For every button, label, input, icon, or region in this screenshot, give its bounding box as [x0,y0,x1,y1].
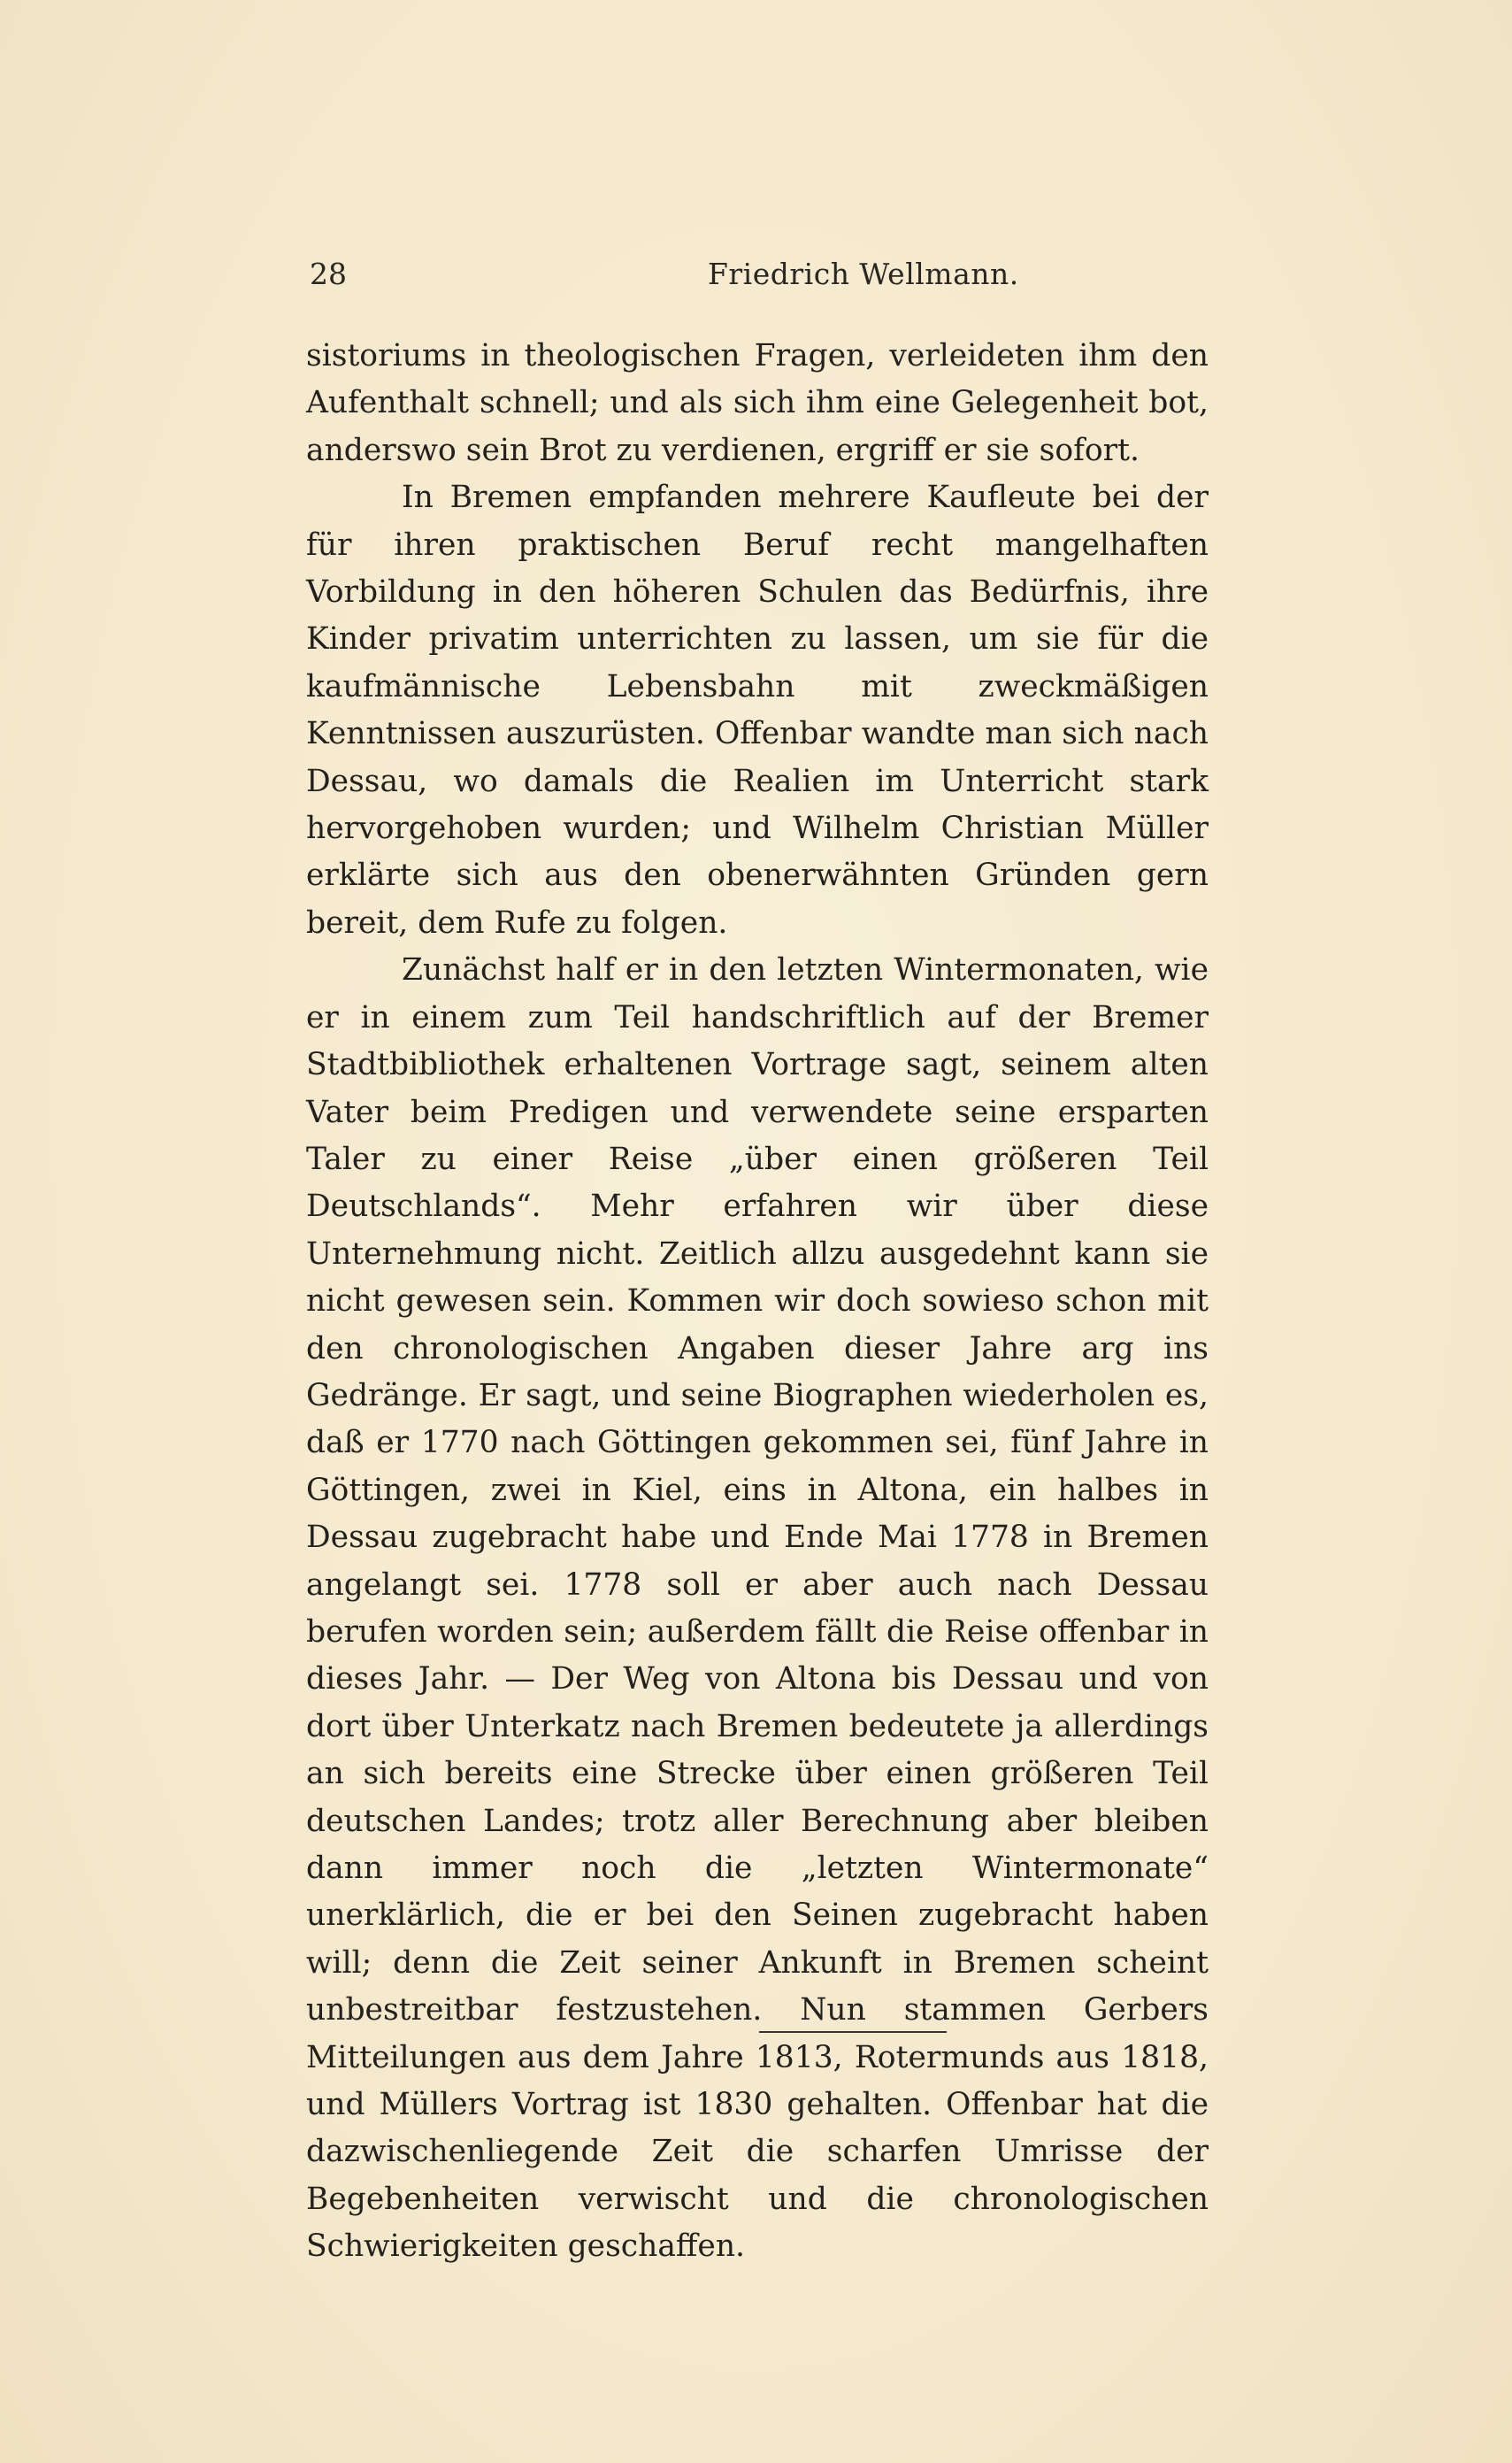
section-end-rule [759,2031,947,2033]
body-text [306,333,1209,2271]
paragraph-3: Zunächst half er in den letzten Wintermonaten, wie er in einem zum Teil handschriftlich auf der Bremer Stadtbibliothek erhaltenen Vortrage sagt, seinem alten Vater beim Predigen und verwendete seine ersparten Taler zu einer Reise „über einen größeren Teil Deutschlands“. Mehr erfahren wir über diese Unternehmung nicht. Zeitlich allzu ausgedehnt kann sie nicht gewesen sein. Kommen wir doch sowieso schon mit den chronologischen Angaben dieser Jahre arg ins Gedränge. Er sagt, und seine Biographen wiederholen es, daß er 1770 nach Göttingen gekommen sei, fünf Jahre in Göttingen, zwei in Kiel, eins in Altona, ein halbes in Dessau zugebracht habe und Ende Mai 1778 in Bremen angelangt sei. 1778 soll er aber auch nach Dessau berufen worden sein; außerdem fällt die Reise offenbar in dieses Jahr. — Der Weg von Altona bis Dessau und von dort über Unterkatz nach Bremen bedeutete ja allerdings an sich bereits eine Strecke über einen größeren Teil deutschen Landes; trotz aller Berechnung aber bleiben dann immer noch die „letzten Wintermonate“ unerklärlich, die er bei den Seinen zugebracht haben will; denn die Zeit seiner Ankunft in Bremen scheint unbestreitbar festzustehen. Nun stammen Gerbers Mitteilungen aus dem Jahre 1813, Rotermunds aus 1818, und Müllers Vortrag ist 1830 gehalten. Offenbar hat die dazwischenliegende Zeit die scharfen Umrisse der Begebenheiten verwischt und die chronologischen Schwierigkeiten geschaffen. [306,952,1209,2265]
paragraph-2: In Bremen empfanden mehrere Kaufleute bei der für ihren praktischen Beruf recht mangelhaften Vorbildung in den höheren Schulen das Bedürfnis, ihre Kinder privatim unterrichten zu lassen, um sie für die kaufmännische Lebensbahn mit zweckmäßigen Kenntnissen auszurüsten. Offenbar wandte man sich nach Dessau, wo damals die Realien im Unterricht stark hervorgehoben wurden; und Wilhelm Christian Müller erklärte sich aus den obenerwähnten Gründen gern bereit, dem Rufe zu folgen. [306,480,1209,941]
running-title: Friedrich Wellmann. [708,257,1019,291]
page-number: 28 [310,257,347,291]
paragraph-1: sistoriums in theologischen Fragen, verleideten ihm den Aufenthalt schnell; und als sich ihm eine Gelegenheit bot, anderswo sein Brot zu verdienen, ergriff er sie sofort. [306,338,1209,468]
page-header [310,257,1205,310]
